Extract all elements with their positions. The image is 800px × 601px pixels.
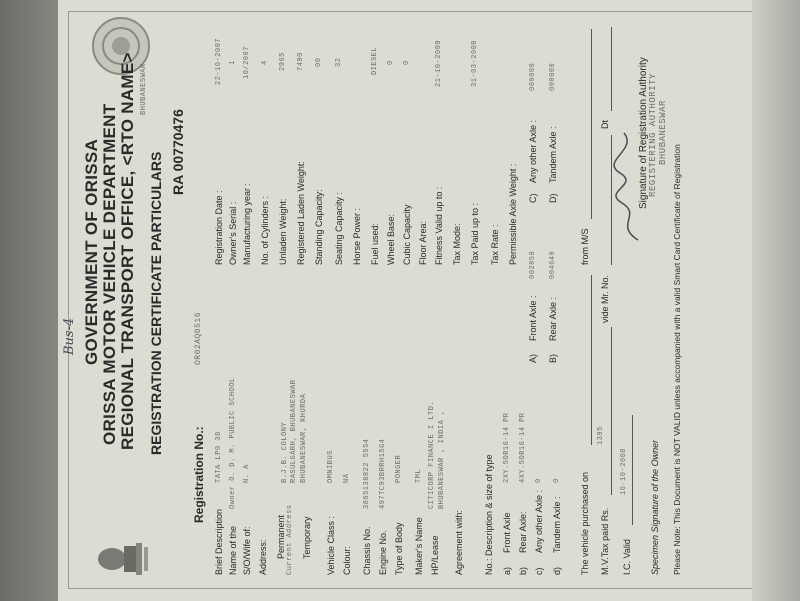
field-fuel-value: DIESEL (371, 46, 379, 75)
axle-other-idx: C) (528, 193, 538, 203)
registration-certificate (64, 5, 764, 595)
field-address-line-2: RASULGARH, BHUBANESWAR (290, 379, 298, 483)
mv-tax-label: M.V.Tax paid Rs. (600, 507, 610, 575)
tyre-a-label: Front Axle (502, 512, 512, 553)
certificate-serial: RA 00770476 (170, 109, 186, 195)
axle-tandem-value: 000000 (549, 62, 557, 91)
dt-label: Dt (600, 120, 610, 129)
field-maker: Maker's Name (414, 517, 424, 575)
field-cubic-capacity: Cubic Capacity (402, 204, 412, 265)
field-standing-capacity-value: 00 (315, 57, 323, 67)
field-temporary: Temporary (302, 516, 312, 559)
field-laden-weight: Registered Laden Weight: (296, 161, 306, 265)
tyre-b-idx: b) (518, 566, 528, 575)
field-fitness-valid-value: 21-10-2009 (435, 39, 443, 87)
field-address: Address: (258, 539, 268, 575)
field-registration-date: Registration Date : (214, 190, 224, 265)
field-manufacturing-year: Manufacturing year : (242, 182, 252, 265)
field-tax-paid-value: 31-03-2008 (471, 39, 479, 87)
tyre-a-value: 2XY.5OR16-14 PR (503, 412, 511, 483)
field-registration-date-value: 22-10-2007 (215, 37, 223, 85)
axle-rear-value: 004640 (549, 250, 557, 279)
tyre-c-label: Any other Axle : (534, 489, 544, 553)
tyre-d-value: 0 (553, 478, 561, 483)
field-floor-area: Floor Area: (418, 220, 428, 265)
mv-tax-value: 1395 (597, 426, 605, 445)
axle-rear-idx: B) (548, 354, 558, 363)
tyre-c-idx: c) (534, 567, 544, 575)
mv-tax-line (611, 327, 612, 495)
tax-rate-label: Tax Rate : (490, 224, 500, 265)
tyre-b-label: Rear Axle: (518, 511, 528, 553)
purchased-line (591, 275, 592, 445)
field-permanent: Permanent (276, 514, 286, 559)
field-seating-capacity: Seating Capacity : (334, 191, 344, 265)
field-horse-power: Horse Power : (352, 207, 362, 265)
tyre-d-idx: d) (552, 566, 562, 575)
tyre-b-value: 4XY.5OR16-14 PR (519, 412, 527, 483)
office-title: REGIONAL TRANSPORT OFFICE, <RTO NAME> (118, 52, 137, 450)
field-cylinders: No. of Cylinders : (260, 195, 270, 265)
axle-front-label: Front Axle : (528, 295, 538, 341)
axle-other-value: 000000 (529, 62, 537, 91)
from-ms-label: from M/S (580, 228, 590, 265)
field-manufacturing-year-value: 10/2007 (243, 46, 251, 79)
dept-title: ORISSA MOTOR VEHICLE DEPARTMENT (100, 103, 119, 445)
field-cubic-capacity-value: 0 (403, 60, 411, 65)
field-swo-value: N. A (243, 464, 251, 483)
field-hp-lease-value: CITICORP FINANCE I LTD. (428, 400, 436, 509)
axle-tandem-label: Tandem Axle : (548, 126, 558, 183)
office-stamp: BHUBANESWAR (140, 63, 148, 115)
field-owner-serial: Owner's Serial : (228, 201, 238, 265)
state-emblem-icon (94, 537, 152, 581)
axle-tandem-idx: D) (548, 193, 558, 203)
field-colour-value: NA (343, 473, 351, 483)
axle-front-value: 002850 (529, 250, 537, 279)
field-fuel: Fuel used: (370, 222, 380, 265)
field-fitness-valid: Fitness Valid up to : (434, 186, 444, 265)
field-vehicle-class-value: OMNIBUS (327, 450, 335, 483)
axle-rear-label: Rear Axle : (548, 296, 558, 341)
handwritten-note: Bus-4 (62, 317, 77, 355)
field-body-type-value: PONGER (395, 454, 403, 483)
authority-stamp-city: BHUBANESWAR (658, 100, 668, 165)
field-hp-lease: HP/Lease (430, 535, 440, 575)
specimen-signature: Specimen Signature of the Owner (650, 439, 660, 575)
ic-valid-line (632, 415, 633, 525)
field-brief-description: Brief Description (214, 508, 224, 575)
field-brief-description-value: TATA LP0 38 (215, 431, 223, 483)
registration-number-value: OR02AQ0516 (194, 311, 203, 365)
field-chassis: Chassis No. (362, 526, 372, 575)
registration-number-label: Registration No.: (192, 426, 206, 523)
authority-signature-label: Signature of Registration Authority (638, 57, 649, 209)
field-unladen-weight-value: 2965 (279, 52, 287, 71)
axle-other-label: Any other Axle : (528, 119, 538, 183)
certificate-title: REGISTRATION CERTIFICATE PARTICULARS (148, 151, 164, 455)
field-chassis-value: 3865138822 5554 (363, 438, 371, 509)
field-wheel-base-value: 0 (387, 60, 395, 65)
field-current-address: Current Address (286, 504, 294, 575)
tyre-a-idx: a) (502, 566, 512, 575)
field-cylinders-value: 4 (261, 60, 269, 65)
field-unladen-weight: Unladen Weight: (278, 198, 288, 265)
field-agreement: Agreement with: (454, 509, 464, 575)
field-engine-value: 497TC93BRRH15G4 (379, 438, 387, 509)
tyre-d-label: Tandem Axle : (552, 496, 562, 553)
field-wheel-base: Wheel Base: (386, 213, 396, 265)
field-owner-serial-value: 1 (229, 60, 237, 65)
field-colour: Colour: (342, 545, 352, 575)
vide-mr-label: vide Mr. No. (600, 274, 610, 323)
field-tax-mode: Tax Mode: (452, 223, 462, 265)
tyre-heading: No.: Description & size of type (484, 454, 494, 575)
field-maker-value: TML (415, 468, 423, 483)
gov-title: GOVERNMENT OF ORISSA (82, 138, 101, 365)
field-hp-lease-value-2: BHUBANESWAR , INDIA , (438, 410, 446, 509)
field-swo: S/O/Wife of: (242, 526, 252, 575)
permissible-axle-label: Permissible Axle Weight : (508, 163, 518, 265)
from-ms-line (591, 29, 592, 219)
field-engine: Engine No. (378, 530, 388, 575)
field-vehicle-class: Vehicle Class : (326, 515, 336, 575)
document-paper (58, 0, 770, 601)
photo-background-right (752, 0, 800, 601)
axle-front-idx: A) (528, 354, 538, 363)
purchased-label: The vehicle purchased on (580, 471, 590, 575)
field-tax-paid: Tax Paid up to : (470, 202, 480, 265)
field-address-line-1: B.J.B. COLONY (281, 421, 289, 483)
validity-note: Please Note: This Document is NOT VALID unless accompanied with a valid Smart Card Certificate of Registration (672, 144, 682, 575)
field-laden-weight-value: 7490 (297, 52, 305, 71)
field-body-type: Type of Body (394, 522, 404, 575)
field-name: Name of the (228, 525, 238, 575)
field-standing-capacity: Standing Capacity: (314, 189, 324, 265)
dt-line (611, 27, 612, 111)
field-name-value: Owner O. D. M. PUBLIC SCHOOL (229, 377, 237, 509)
tyre-c-value: 0 (535, 478, 543, 483)
field-seating-capacity-value: 32 (335, 57, 343, 67)
field-address-line-3: BHUBANESWAR, KHURDA (300, 393, 308, 483)
ic-valid-label: I.C. Valid (622, 539, 632, 575)
ic-valid-value: 16-10-2008 (620, 447, 628, 495)
authority-stamp: REGISTERING AUTHORITY (648, 73, 658, 197)
